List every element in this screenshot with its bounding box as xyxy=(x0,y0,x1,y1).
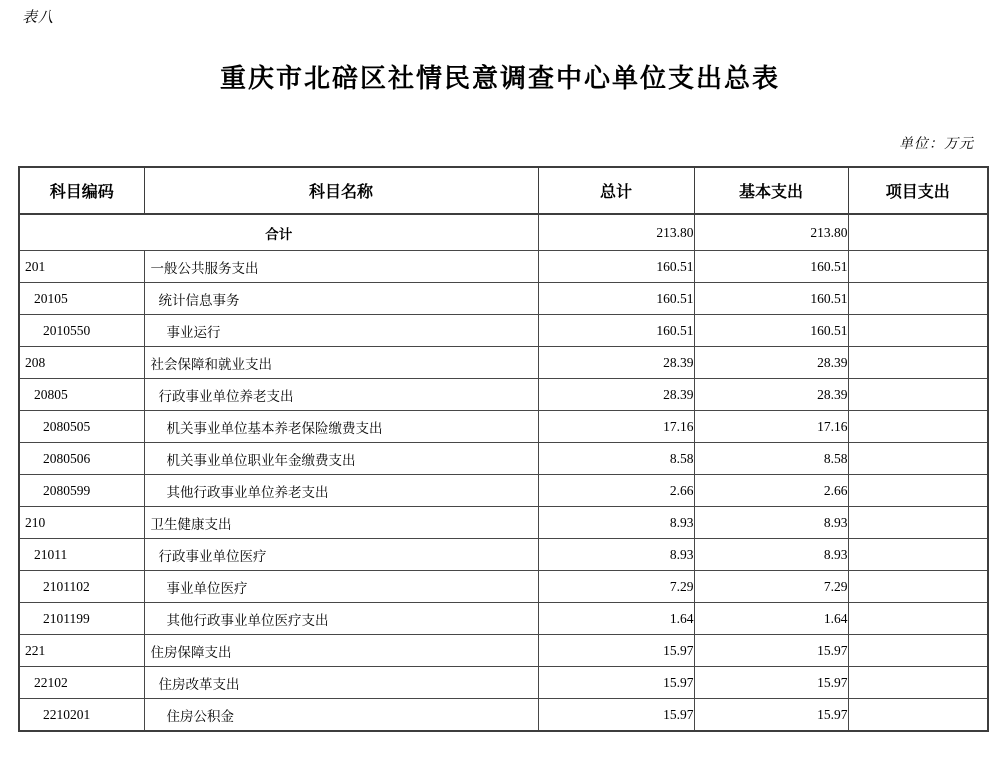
total-row-basic-cell: 213.80 xyxy=(694,214,848,251)
code-cell: 20105 xyxy=(19,283,144,315)
table-row xyxy=(19,667,988,699)
column-header-subject-code: 科目编码 xyxy=(19,167,144,214)
column-header-subject-name: 科目名称 xyxy=(144,167,538,214)
name-cell: 住房保障支出 xyxy=(144,635,538,667)
total-row-project-cell xyxy=(848,214,988,251)
basic-cell: 28.39 xyxy=(694,347,848,379)
total-cell: 7.29 xyxy=(538,571,694,603)
project-cell xyxy=(848,443,988,475)
project-cell xyxy=(848,347,988,379)
table-row xyxy=(19,283,988,315)
unit-note: 单位：万元 xyxy=(899,137,974,152)
table-row xyxy=(19,315,988,347)
code-cell: 2080599 xyxy=(19,475,144,507)
project-cell xyxy=(848,251,988,283)
table-row xyxy=(19,379,988,411)
total-row-total-cell: 213.80 xyxy=(538,214,694,251)
code-cell: 208 xyxy=(19,347,144,379)
total-cell: 15.97 xyxy=(538,635,694,667)
basic-cell: 8.93 xyxy=(694,539,848,571)
project-cell xyxy=(848,315,988,347)
table-row xyxy=(19,539,988,571)
total-row xyxy=(19,214,988,251)
table-row xyxy=(19,603,988,635)
total-cell: 15.97 xyxy=(538,667,694,699)
project-cell xyxy=(848,635,988,667)
code-cell: 21011 xyxy=(19,539,144,571)
project-cell xyxy=(848,699,988,732)
name-cell: 机关事业单位职业年金缴费支出 xyxy=(144,443,538,475)
total-cell: 28.39 xyxy=(538,379,694,411)
column-header-total: 总计 xyxy=(538,167,694,214)
name-cell: 卫生健康支出 xyxy=(144,507,538,539)
name-cell: 社会保障和就业支出 xyxy=(144,347,538,379)
code-cell: 20805 xyxy=(19,379,144,411)
basic-cell: 15.97 xyxy=(694,635,848,667)
total-cell: 1.64 xyxy=(538,603,694,635)
table-row xyxy=(19,507,988,539)
code-cell: 2101199 xyxy=(19,603,144,635)
total-cell: 17.16 xyxy=(538,411,694,443)
code-cell: 2210201 xyxy=(19,699,144,732)
project-cell xyxy=(848,667,988,699)
total-cell: 160.51 xyxy=(538,251,694,283)
name-cell: 住房改革支出 xyxy=(144,667,538,699)
project-cell xyxy=(848,603,988,635)
code-cell: 2080506 xyxy=(19,443,144,475)
basic-cell: 28.39 xyxy=(694,379,848,411)
basic-cell: 15.97 xyxy=(694,667,848,699)
code-cell: 2101102 xyxy=(19,571,144,603)
table-row xyxy=(19,571,988,603)
basic-cell: 160.51 xyxy=(694,315,848,347)
column-header-basic-expenditure: 基本支出 xyxy=(694,167,848,214)
table-row xyxy=(19,443,988,475)
name-cell: 机关事业单位基本养老保险缴费支出 xyxy=(144,411,538,443)
total-cell: 160.51 xyxy=(538,283,694,315)
basic-cell: 8.58 xyxy=(694,443,848,475)
table-number-label: 表八 xyxy=(22,10,55,26)
column-header-project-expenditure: 项目支出 xyxy=(848,167,988,214)
project-cell xyxy=(848,283,988,315)
project-cell xyxy=(848,475,988,507)
basic-cell: 17.16 xyxy=(694,411,848,443)
name-cell: 其他行政事业单位养老支出 xyxy=(144,475,538,507)
table-row xyxy=(19,475,988,507)
expenditure-table xyxy=(18,166,989,732)
basic-cell: 160.51 xyxy=(694,283,848,315)
basic-cell: 1.64 xyxy=(694,603,848,635)
table-row xyxy=(19,411,988,443)
project-cell xyxy=(848,411,988,443)
code-cell: 2080505 xyxy=(19,411,144,443)
basic-cell: 160.51 xyxy=(694,251,848,283)
total-cell: 8.58 xyxy=(538,443,694,475)
total-cell: 2.66 xyxy=(538,475,694,507)
basic-cell: 7.29 xyxy=(694,571,848,603)
name-cell: 事业运行 xyxy=(144,315,538,347)
total-row-label: 合计 xyxy=(19,214,538,251)
project-cell xyxy=(848,571,988,603)
project-cell xyxy=(848,379,988,411)
name-cell: 其他行政事业单位医疗支出 xyxy=(144,603,538,635)
total-cell: 8.93 xyxy=(538,507,694,539)
basic-cell: 2.66 xyxy=(694,475,848,507)
table-row xyxy=(19,699,988,732)
name-cell: 统计信息事务 xyxy=(144,283,538,315)
code-cell: 221 xyxy=(19,635,144,667)
name-cell: 行政事业单位医疗 xyxy=(144,539,538,571)
total-cell: 15.97 xyxy=(538,699,694,732)
name-cell: 事业单位医疗 xyxy=(144,571,538,603)
table-row xyxy=(19,347,988,379)
total-cell: 160.51 xyxy=(538,315,694,347)
name-cell: 一般公共服务支出 xyxy=(144,251,538,283)
name-cell: 行政事业单位养老支出 xyxy=(144,379,538,411)
code-cell: 22102 xyxy=(19,667,144,699)
header-row xyxy=(19,167,988,214)
total-cell: 8.93 xyxy=(538,539,694,571)
code-cell: 201 xyxy=(19,251,144,283)
project-cell xyxy=(848,507,988,539)
page-title: 重庆市北碚区社情民意调查中心单位支出总表 xyxy=(219,64,780,94)
basic-cell: 15.97 xyxy=(694,699,848,732)
name-cell: 住房公积金 xyxy=(144,699,538,732)
table-row xyxy=(19,251,988,283)
code-cell: 2010550 xyxy=(19,315,144,347)
total-cell: 28.39 xyxy=(538,347,694,379)
code-cell: 210 xyxy=(19,507,144,539)
basic-cell: 8.93 xyxy=(694,507,848,539)
table-row xyxy=(19,635,988,667)
project-cell xyxy=(848,539,988,571)
